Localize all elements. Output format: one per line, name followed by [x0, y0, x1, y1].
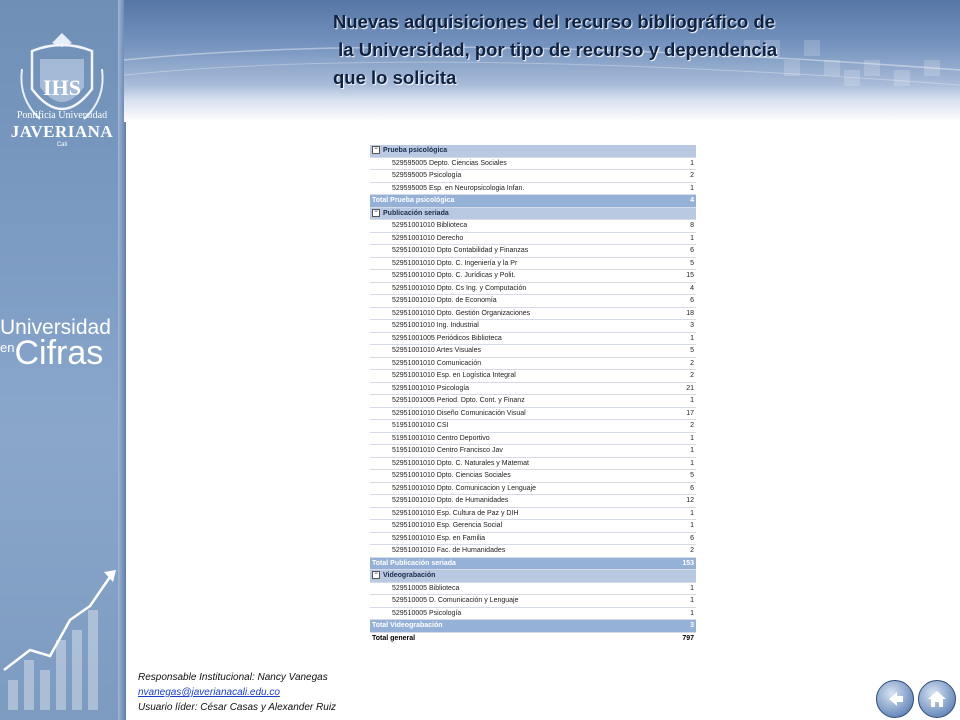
- row-value: 3: [662, 320, 696, 333]
- row-label: 52951001005 Periódicos Biblioteca: [370, 332, 662, 345]
- collapse-icon[interactable]: −: [372, 571, 380, 579]
- table-row: [370, 432, 696, 445]
- home-icon: [925, 687, 949, 711]
- row-label: 529595005 Esp. en Neuropsicologia Infan.: [370, 182, 662, 195]
- table-row: [370, 245, 696, 258]
- row-label: 52951001010 Dpto. C. Naturales y Matemat: [370, 457, 662, 470]
- row-value: 1: [662, 232, 696, 245]
- group-header-row[interactable]: [370, 207, 696, 220]
- row-label: 52951001010 Fac. de Humanidades: [370, 545, 662, 558]
- back-arrow-icon: [883, 687, 907, 711]
- row-label: 52951001010 Dpto. C. Jurídicas y Polit.: [370, 270, 662, 283]
- table-row: [370, 457, 696, 470]
- row-label: 52951001010 Esp. Gerencia Social: [370, 520, 662, 533]
- row-label: 52951001010 Esp. en Logística Integral: [370, 370, 662, 383]
- responsible-text: Responsable Institucional: Nancy Vanegas: [138, 672, 328, 683]
- row-label: 52951001010 Dpto. Gestión Organizaciones: [370, 307, 662, 320]
- row-label: 52951001010 Dpto. de Humanidades: [370, 495, 662, 508]
- row-label: 529510005 D. Comunicación y Lenguaje: [370, 595, 662, 608]
- group-total-value: 3: [662, 620, 696, 633]
- row-value: 6: [662, 482, 696, 495]
- sidebar: [0, 0, 124, 720]
- row-label: 51951001010 Centro Francisco Jav: [370, 445, 662, 458]
- table-row: [370, 257, 696, 270]
- row-value: 1: [662, 607, 696, 620]
- group-header-cell: [370, 570, 696, 583]
- table-row: [370, 445, 696, 458]
- row-label: 52951001010 Ing. Industrial: [370, 320, 662, 333]
- row-label: 51951001010 CSI: [370, 420, 662, 433]
- row-label: 529595005 Depto. Ciencias Sociales: [370, 157, 662, 170]
- home-button[interactable]: [918, 680, 956, 718]
- grand-total-row: [370, 632, 696, 644]
- title-line-3: que lo solicita: [333, 67, 457, 88]
- group-name: Prueba psicológica: [383, 147, 448, 154]
- brand-en: en: [0, 340, 15, 355]
- row-value: 12: [662, 495, 696, 508]
- row-value: 6: [662, 245, 696, 258]
- row-value: 1: [662, 332, 696, 345]
- row-label: 52951001010 Psicología: [370, 382, 662, 395]
- row-value: 21: [662, 382, 696, 395]
- back-button[interactable]: [876, 680, 914, 718]
- row-value: 1: [662, 582, 696, 595]
- table-row: [370, 282, 696, 295]
- group-total-row: [370, 620, 696, 633]
- table-row: [370, 357, 696, 370]
- group-total-label: Total Publicación seriada: [370, 557, 662, 570]
- logo-line-1: Pontificia Universidad: [16, 110, 108, 121]
- row-value: 17: [662, 407, 696, 420]
- group-total-value: 153: [662, 557, 696, 570]
- brand-row: [0, 334, 103, 373]
- pivot-table: [370, 145, 696, 644]
- group-header-cell: [370, 207, 696, 220]
- row-label: 52951001010 Dpto Contabilidad y Finanzas: [370, 245, 662, 258]
- table-row: [370, 495, 696, 508]
- row-value: 2: [662, 545, 696, 558]
- svg-text:IHS: IHS: [43, 75, 81, 100]
- table-row: [370, 532, 696, 545]
- row-label: 51951001010 Centro Deportivo: [370, 432, 662, 445]
- group-total-row: [370, 557, 696, 570]
- table-row: [370, 407, 696, 420]
- table-row: [370, 595, 696, 608]
- table-row: [370, 395, 696, 408]
- row-label: 529510005 Biblioteca: [370, 582, 662, 595]
- table-row: [370, 232, 696, 245]
- table-row: [370, 545, 696, 558]
- brand-universidad: Universidad: [0, 316, 111, 339]
- row-label: 52951001010 Dpto. C. Ingeniería y la Pr: [370, 257, 662, 270]
- row-label: 52951001010 Dpto. Comunicacion y Lenguaje: [370, 482, 662, 495]
- table-row: [370, 182, 696, 195]
- row-label: 52951001010 Dpto. Cs Ing. y Computación: [370, 282, 662, 295]
- footer-credits: [138, 670, 336, 715]
- grand-total-label: Total general: [370, 632, 662, 644]
- row-value: 15: [662, 270, 696, 283]
- row-value: 8: [662, 220, 696, 233]
- brand-cifras: Cifras: [14, 334, 104, 372]
- table-row: [370, 320, 696, 333]
- row-value: 6: [662, 295, 696, 308]
- row-value: 2: [662, 420, 696, 433]
- table-row: [370, 157, 696, 170]
- row-label: 52951001005 Period. Dpto. Cont. y Finanz: [370, 395, 662, 408]
- row-label: 52951001010 Diseño Comunicación Visual: [370, 407, 662, 420]
- email-link[interactable]: nvanegas@javerianacali.edu.co: [138, 687, 280, 698]
- row-value: 18: [662, 307, 696, 320]
- collapse-icon[interactable]: −: [372, 209, 380, 217]
- row-label: 52951001010 Derecho: [370, 232, 662, 245]
- row-value: 1: [662, 445, 696, 458]
- row-label: 52951001010 Artes Visuales: [370, 345, 662, 358]
- row-value: 2: [662, 370, 696, 383]
- title-line-2: la Universidad, por tipo de recurso y dependencia: [333, 39, 778, 60]
- table-row: [370, 295, 696, 308]
- collapse-icon[interactable]: −: [372, 146, 380, 154]
- group-total-label: Total Prueba psicológica: [370, 195, 662, 208]
- group-total-row: [370, 195, 696, 208]
- table-row: [370, 307, 696, 320]
- group-total-label: Total Videograbación: [370, 620, 662, 633]
- row-value: 5: [662, 345, 696, 358]
- group-name: Publicación seriada: [383, 209, 449, 217]
- grand-total-value: 797: [662, 632, 696, 644]
- group-header-row[interactable]: [370, 570, 696, 583]
- table-row: [370, 270, 696, 283]
- row-value: 1: [662, 182, 696, 195]
- row-value: 1: [662, 457, 696, 470]
- row-label: 52951001010 Esp. Cultura de Paz y DIH: [370, 507, 662, 520]
- page-title: [333, 8, 853, 92]
- row-value: 1: [662, 395, 696, 408]
- row-label: 52951001010 Dpto. Ciencias Sociales: [370, 470, 662, 483]
- table-row: [370, 420, 696, 433]
- logo-line-3: Cali: [56, 142, 68, 148]
- row-value: 6: [662, 532, 696, 545]
- row-value: 5: [662, 257, 696, 270]
- group-name: Videograbación: [383, 572, 436, 579]
- row-label: 52951001010 Biblioteca: [370, 220, 662, 233]
- group-total-value: 4: [662, 195, 696, 208]
- table-row: [370, 345, 696, 358]
- row-label: 52951001010 Esp. en Familia: [370, 532, 662, 545]
- row-value: 1: [662, 507, 696, 520]
- row-value: 4: [662, 282, 696, 295]
- row-label: 52951001010 Comunicación: [370, 357, 662, 370]
- row-value: 2: [662, 357, 696, 370]
- table-row: [370, 220, 696, 233]
- row-value: 1: [662, 157, 696, 170]
- row-value: 1: [662, 520, 696, 533]
- table-row: [370, 520, 696, 533]
- table-row: [370, 470, 696, 483]
- row-label: 529510005 Psicología: [370, 607, 662, 620]
- row-value: 1: [662, 432, 696, 445]
- header-fade: [124, 100, 960, 122]
- group-header-row[interactable]: [370, 145, 696, 157]
- row-value: 1: [662, 595, 696, 608]
- title-line-1: Nuevas adquisiciones del recurso bibliográfico de: [333, 11, 776, 32]
- group-header-cell: [370, 145, 696, 157]
- table-row: [370, 607, 696, 620]
- table-row: [370, 332, 696, 345]
- row-label: 529595005 Psicología: [370, 170, 662, 183]
- table-row: [370, 582, 696, 595]
- row-value: 5: [662, 470, 696, 483]
- row-value: 2: [662, 170, 696, 183]
- table-row: [370, 482, 696, 495]
- table-row: [370, 370, 696, 383]
- logo-line-2: JAVERIANA: [10, 122, 114, 141]
- table-row: [370, 382, 696, 395]
- growth-chart-icon: [0, 560, 124, 720]
- table-row: [370, 170, 696, 183]
- row-label: 52951001010 Dpto. de Economía: [370, 295, 662, 308]
- leaders-text: Usuario líder: César Casas y Alexander Ruiz: [138, 702, 337, 713]
- table-row: [370, 507, 696, 520]
